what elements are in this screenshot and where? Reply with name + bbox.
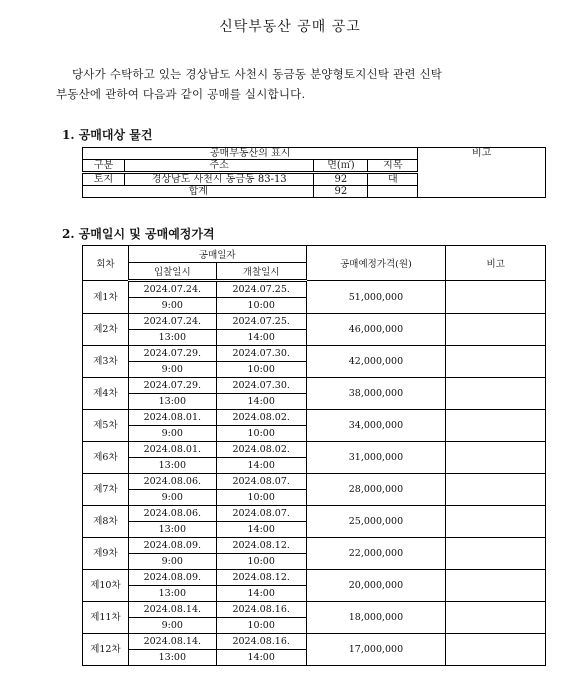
bid-date-cell: 2024.08.01.: [128, 410, 216, 426]
remark-cell: [446, 346, 546, 378]
bid-time-cell: 9:00: [128, 362, 216, 378]
bid-time-cell: 13:00: [128, 330, 216, 346]
price-cell: 25,000,000: [306, 506, 446, 538]
schedule-row: [83, 634, 546, 650]
open-date-cell: 2024.08.07.: [216, 474, 306, 490]
bid-date-cell: 2024.08.06.: [128, 506, 216, 522]
price-cell: 18,000,000: [306, 602, 446, 634]
bid-time-cell: 9:00: [128, 618, 216, 634]
property-group-header: 공매부동산의 표시: [83, 148, 418, 160]
bid-date-cell: 2024.08.09.: [128, 570, 216, 586]
open-time-cell: 14:00: [216, 458, 306, 474]
price-cell: 51,000,000: [306, 281, 446, 314]
total-area: 92: [314, 186, 368, 198]
round-cell: 제2차: [83, 314, 129, 346]
round-cell: 제4차: [83, 378, 129, 410]
intro-line-1: 당사가 수탁하고 있는 경상남도 사천시 동금동 분양형토지신탁 관련 신탁: [72, 67, 443, 81]
round-cell: 제9차: [83, 538, 129, 570]
schedule-row: [83, 506, 546, 522]
bid-time-cell: 9:00: [128, 298, 216, 314]
open-time-cell: 10:00: [216, 298, 306, 314]
schedule-row: [83, 602, 546, 618]
round-cell: 제6차: [83, 442, 129, 474]
remark-cell: [446, 410, 546, 442]
open-date-cell: 2024.08.07.: [216, 506, 306, 522]
open-date-cell: 2024.08.12.: [216, 538, 306, 554]
section-2-heading: 2. 공매일시 및 공매예정가격: [62, 227, 215, 241]
price-cell: 46,000,000: [306, 314, 446, 346]
schedule-row: [83, 314, 546, 330]
schedule-row: [83, 281, 546, 298]
schedule-row: [83, 346, 546, 362]
open-time-cell: 14:00: [216, 330, 306, 346]
property-remark-header: [418, 148, 546, 198]
bid-date-cell: 2024.07.29.: [128, 378, 216, 394]
bid-date-cell: 2024.08.09.: [128, 538, 216, 554]
bid-date-cell: 2024.08.14.: [128, 602, 216, 618]
open-date-cell: 2024.08.02.: [216, 442, 306, 458]
price-cell: 42,000,000: [306, 346, 446, 378]
open-date-cell: 2024.08.16.: [216, 634, 306, 650]
col-remark-header: 비고: [446, 246, 546, 281]
intro-paragraph: [56, 64, 552, 104]
property-area: 92: [314, 173, 368, 186]
open-time-cell: 10:00: [216, 426, 306, 442]
round-cell: 제10차: [83, 570, 129, 602]
schedule-row: [83, 570, 546, 586]
schedule-row: [83, 410, 546, 426]
remark-header-text: 비고: [471, 148, 492, 159]
col-open-header: 개찰일시: [216, 263, 306, 281]
open-date-cell: 2024.07.25.: [216, 281, 306, 298]
remark-cell: [446, 602, 546, 634]
intro-line-2: 부동산에 관하여 다음과 같이 공매를 실시합니다.: [56, 87, 306, 101]
bid-time-cell: 13:00: [128, 394, 216, 410]
bid-time-cell: 9:00: [128, 426, 216, 442]
bid-time-cell: 13:00: [128, 650, 216, 666]
bid-date-cell: 2024.07.29.: [128, 346, 216, 362]
bid-date-cell: 2024.08.14.: [128, 634, 216, 650]
open-time-cell: 14:00: [216, 586, 306, 602]
schedule-row: [83, 538, 546, 554]
property-type: 토지: [83, 173, 125, 186]
property-landuse: 대: [368, 173, 418, 186]
round-cell: 제5차: [83, 410, 129, 442]
remark-cell: [446, 474, 546, 506]
schedule-row: [83, 474, 546, 490]
auction-schedule-table: [82, 245, 546, 666]
price-cell: 20,000,000: [306, 570, 446, 602]
round-cell: 제7차: [83, 474, 129, 506]
round-cell: 제11차: [83, 602, 129, 634]
bid-date-cell: 2024.08.01.: [128, 442, 216, 458]
round-cell: 제3차: [83, 346, 129, 378]
bid-time-cell: 13:00: [128, 586, 216, 602]
col-address-header: 주소: [124, 160, 314, 173]
open-time-cell: 14:00: [216, 650, 306, 666]
remark-cell: [446, 570, 546, 602]
bid-date-cell: 2024.08.06.: [128, 474, 216, 490]
total-label: 합계: [83, 186, 314, 198]
remark-cell: [446, 538, 546, 570]
bid-time-cell: 13:00: [128, 522, 216, 538]
remark-cell: [446, 442, 546, 474]
round-cell: 제1차: [83, 281, 129, 314]
col-price-header: 공매예정가격(원): [306, 246, 446, 281]
open-time-cell: 10:00: [216, 490, 306, 506]
property-table: [82, 147, 546, 198]
open-time-cell: 14:00: [216, 394, 306, 410]
open-time-cell: 14:00: [216, 522, 306, 538]
open-date-cell: 2024.08.16.: [216, 602, 306, 618]
open-time-cell: 10:00: [216, 618, 306, 634]
price-cell: 34,000,000: [306, 410, 446, 442]
open-date-cell: 2024.08.02.: [216, 410, 306, 426]
round-cell: 제8차: [83, 506, 129, 538]
remark-cell: [446, 634, 546, 666]
price-cell: 31,000,000: [306, 442, 446, 474]
col-area-header: 면(㎡): [314, 160, 368, 173]
remark-cell: [446, 506, 546, 538]
open-date-cell: 2024.07.30.: [216, 378, 306, 394]
open-date-cell: 2024.07.25.: [216, 314, 306, 330]
remark-cell: [446, 378, 546, 410]
bid-time-cell: 9:00: [128, 554, 216, 570]
bid-time-cell: 13:00: [128, 458, 216, 474]
open-date-cell: 2024.07.30.: [216, 346, 306, 362]
col-schedule-header: 공매일자: [128, 246, 306, 263]
total-empty: [368, 186, 418, 198]
property-address: 경상남도 사천시 동금동 83-13: [124, 173, 314, 186]
price-cell: 22,000,000: [306, 538, 446, 570]
price-cell: 28,000,000: [306, 474, 446, 506]
bid-date-cell: 2024.07.24.: [128, 314, 216, 330]
round-cell: 제12차: [83, 634, 129, 666]
section-1-heading: 1. 공매대상 물건: [62, 128, 153, 142]
bid-time-cell: 9:00: [128, 490, 216, 506]
remark-cell: [446, 314, 546, 346]
document-title: 신탁부동산 공매 공고: [219, 19, 361, 35]
col-round-header: 회차: [83, 246, 129, 281]
col-type-header: 구분: [83, 160, 125, 173]
open-time-cell: 10:00: [216, 554, 306, 570]
price-cell: 38,000,000: [306, 378, 446, 410]
schedule-row: [83, 378, 546, 394]
col-landuse-header: 지목: [368, 160, 418, 173]
schedule-row: [83, 442, 546, 458]
open-time-cell: 10:00: [216, 362, 306, 378]
remark-cell: [446, 281, 546, 314]
col-bid-header: 입찰일시: [128, 263, 216, 281]
price-cell: 17,000,000: [306, 634, 446, 666]
bid-date-cell: 2024.07.24.: [128, 281, 216, 298]
open-date-cell: 2024.08.12.: [216, 570, 306, 586]
